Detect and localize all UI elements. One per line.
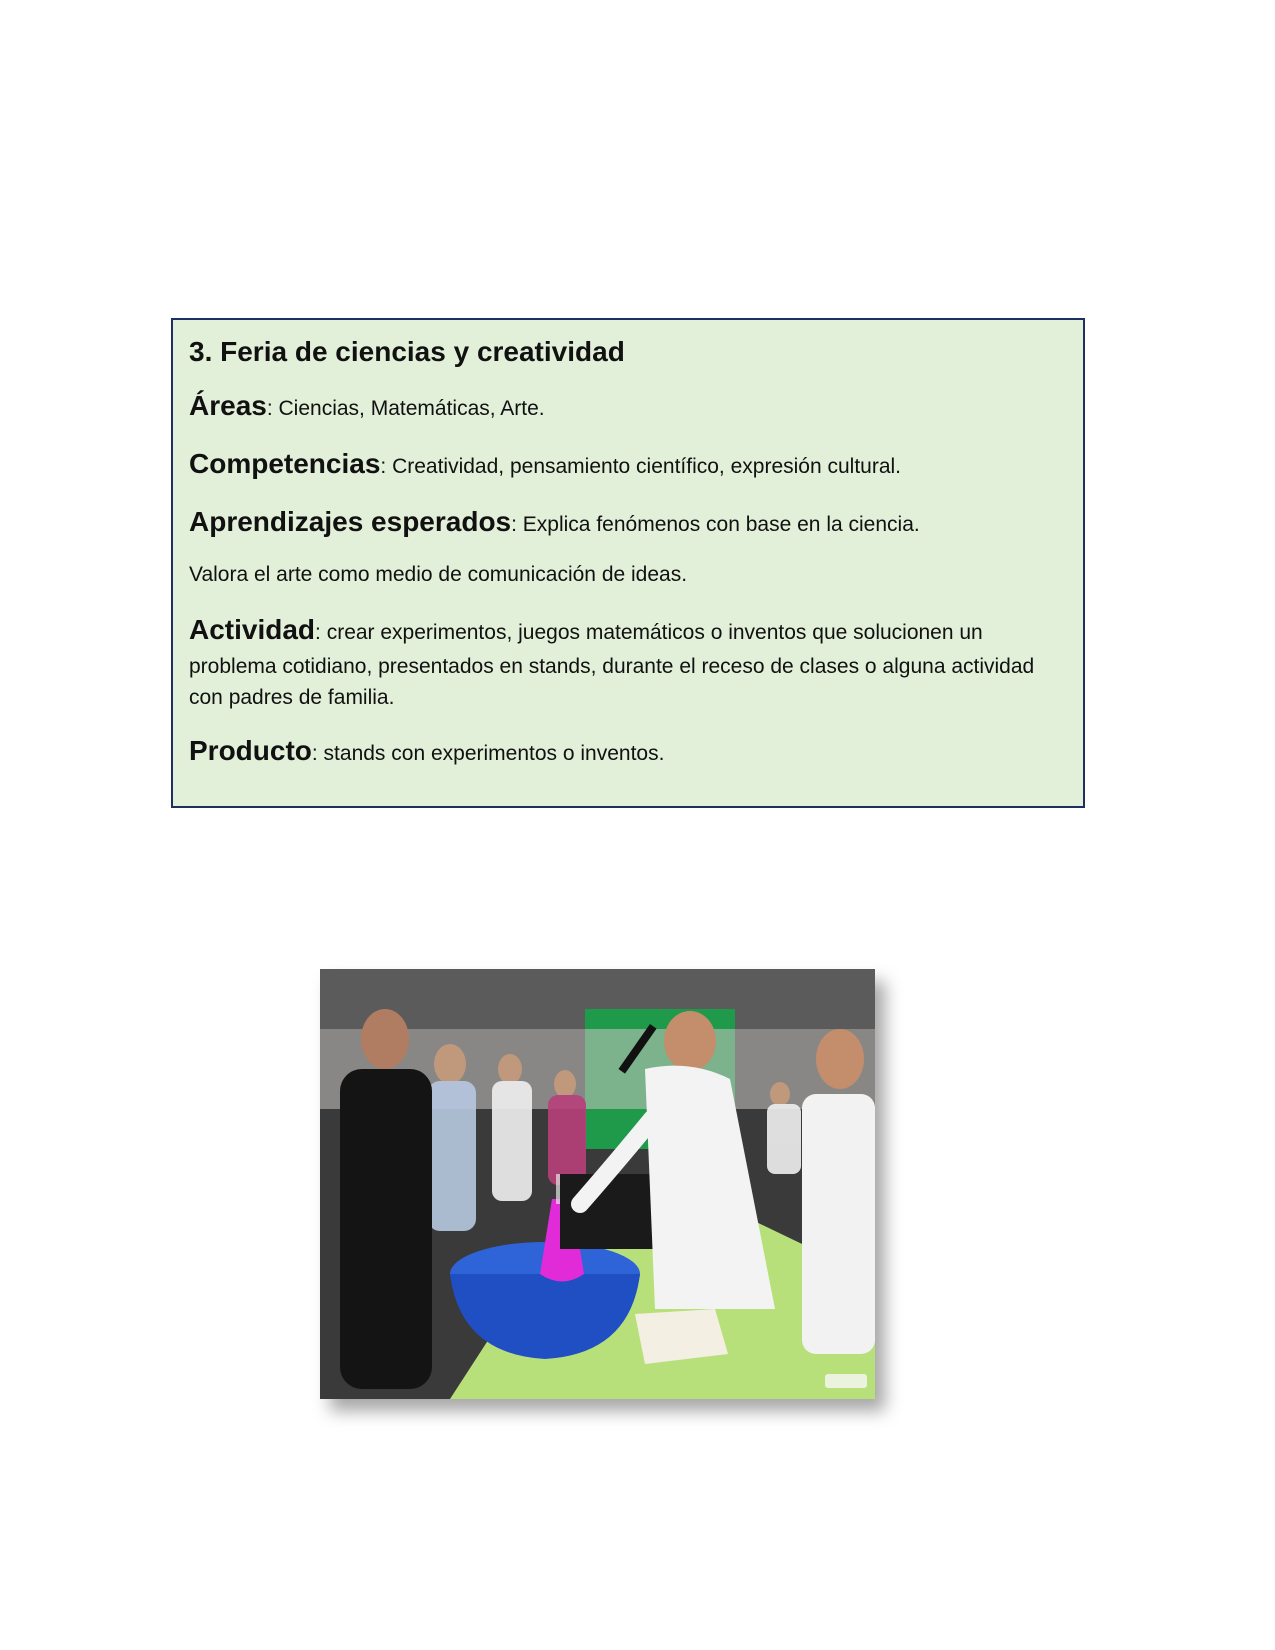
competencias-label: Competencias: [189, 448, 381, 479]
areas-row: [189, 385, 1067, 427]
competencias-row: [189, 443, 1067, 485]
actividad-row: [189, 609, 1067, 714]
actividad-text: : crear experimentos, juegos matemáticos o inventos que solucionen un problema cotidiano, presentados en stands, durante el receso de clases o alguna actividad con padres de familia.: [189, 620, 1035, 709]
producto-row: [189, 730, 1067, 772]
competencias-text: : Creatividad, pensamiento científico, expresión cultural.: [380, 455, 902, 478]
areas-text: : Ciencias, Matemáticas, Arte.: [266, 397, 545, 420]
activity-card: [171, 318, 1085, 808]
producto-label: Producto: [189, 734, 312, 766]
actividad-label: Actividad: [189, 613, 316, 645]
card-title: 3. Feria de ciencias y creatividad: [189, 336, 625, 367]
science-fair-illustration: [320, 969, 875, 1399]
aprendizajes-label: Aprendizajes esperados: [189, 506, 512, 537]
aprendizajes-text: : Explica fenómenos con base en la ciencia.: [511, 513, 920, 536]
valora-text: Valora el arte como medio de comunicación de ideas.: [189, 563, 688, 586]
aprendizajes-row: [189, 501, 1067, 543]
areas-label: Áreas: [189, 390, 267, 421]
science-fair-photo: [320, 969, 875, 1399]
producto-text: : stands con experimentos o inventos.: [311, 741, 665, 765]
